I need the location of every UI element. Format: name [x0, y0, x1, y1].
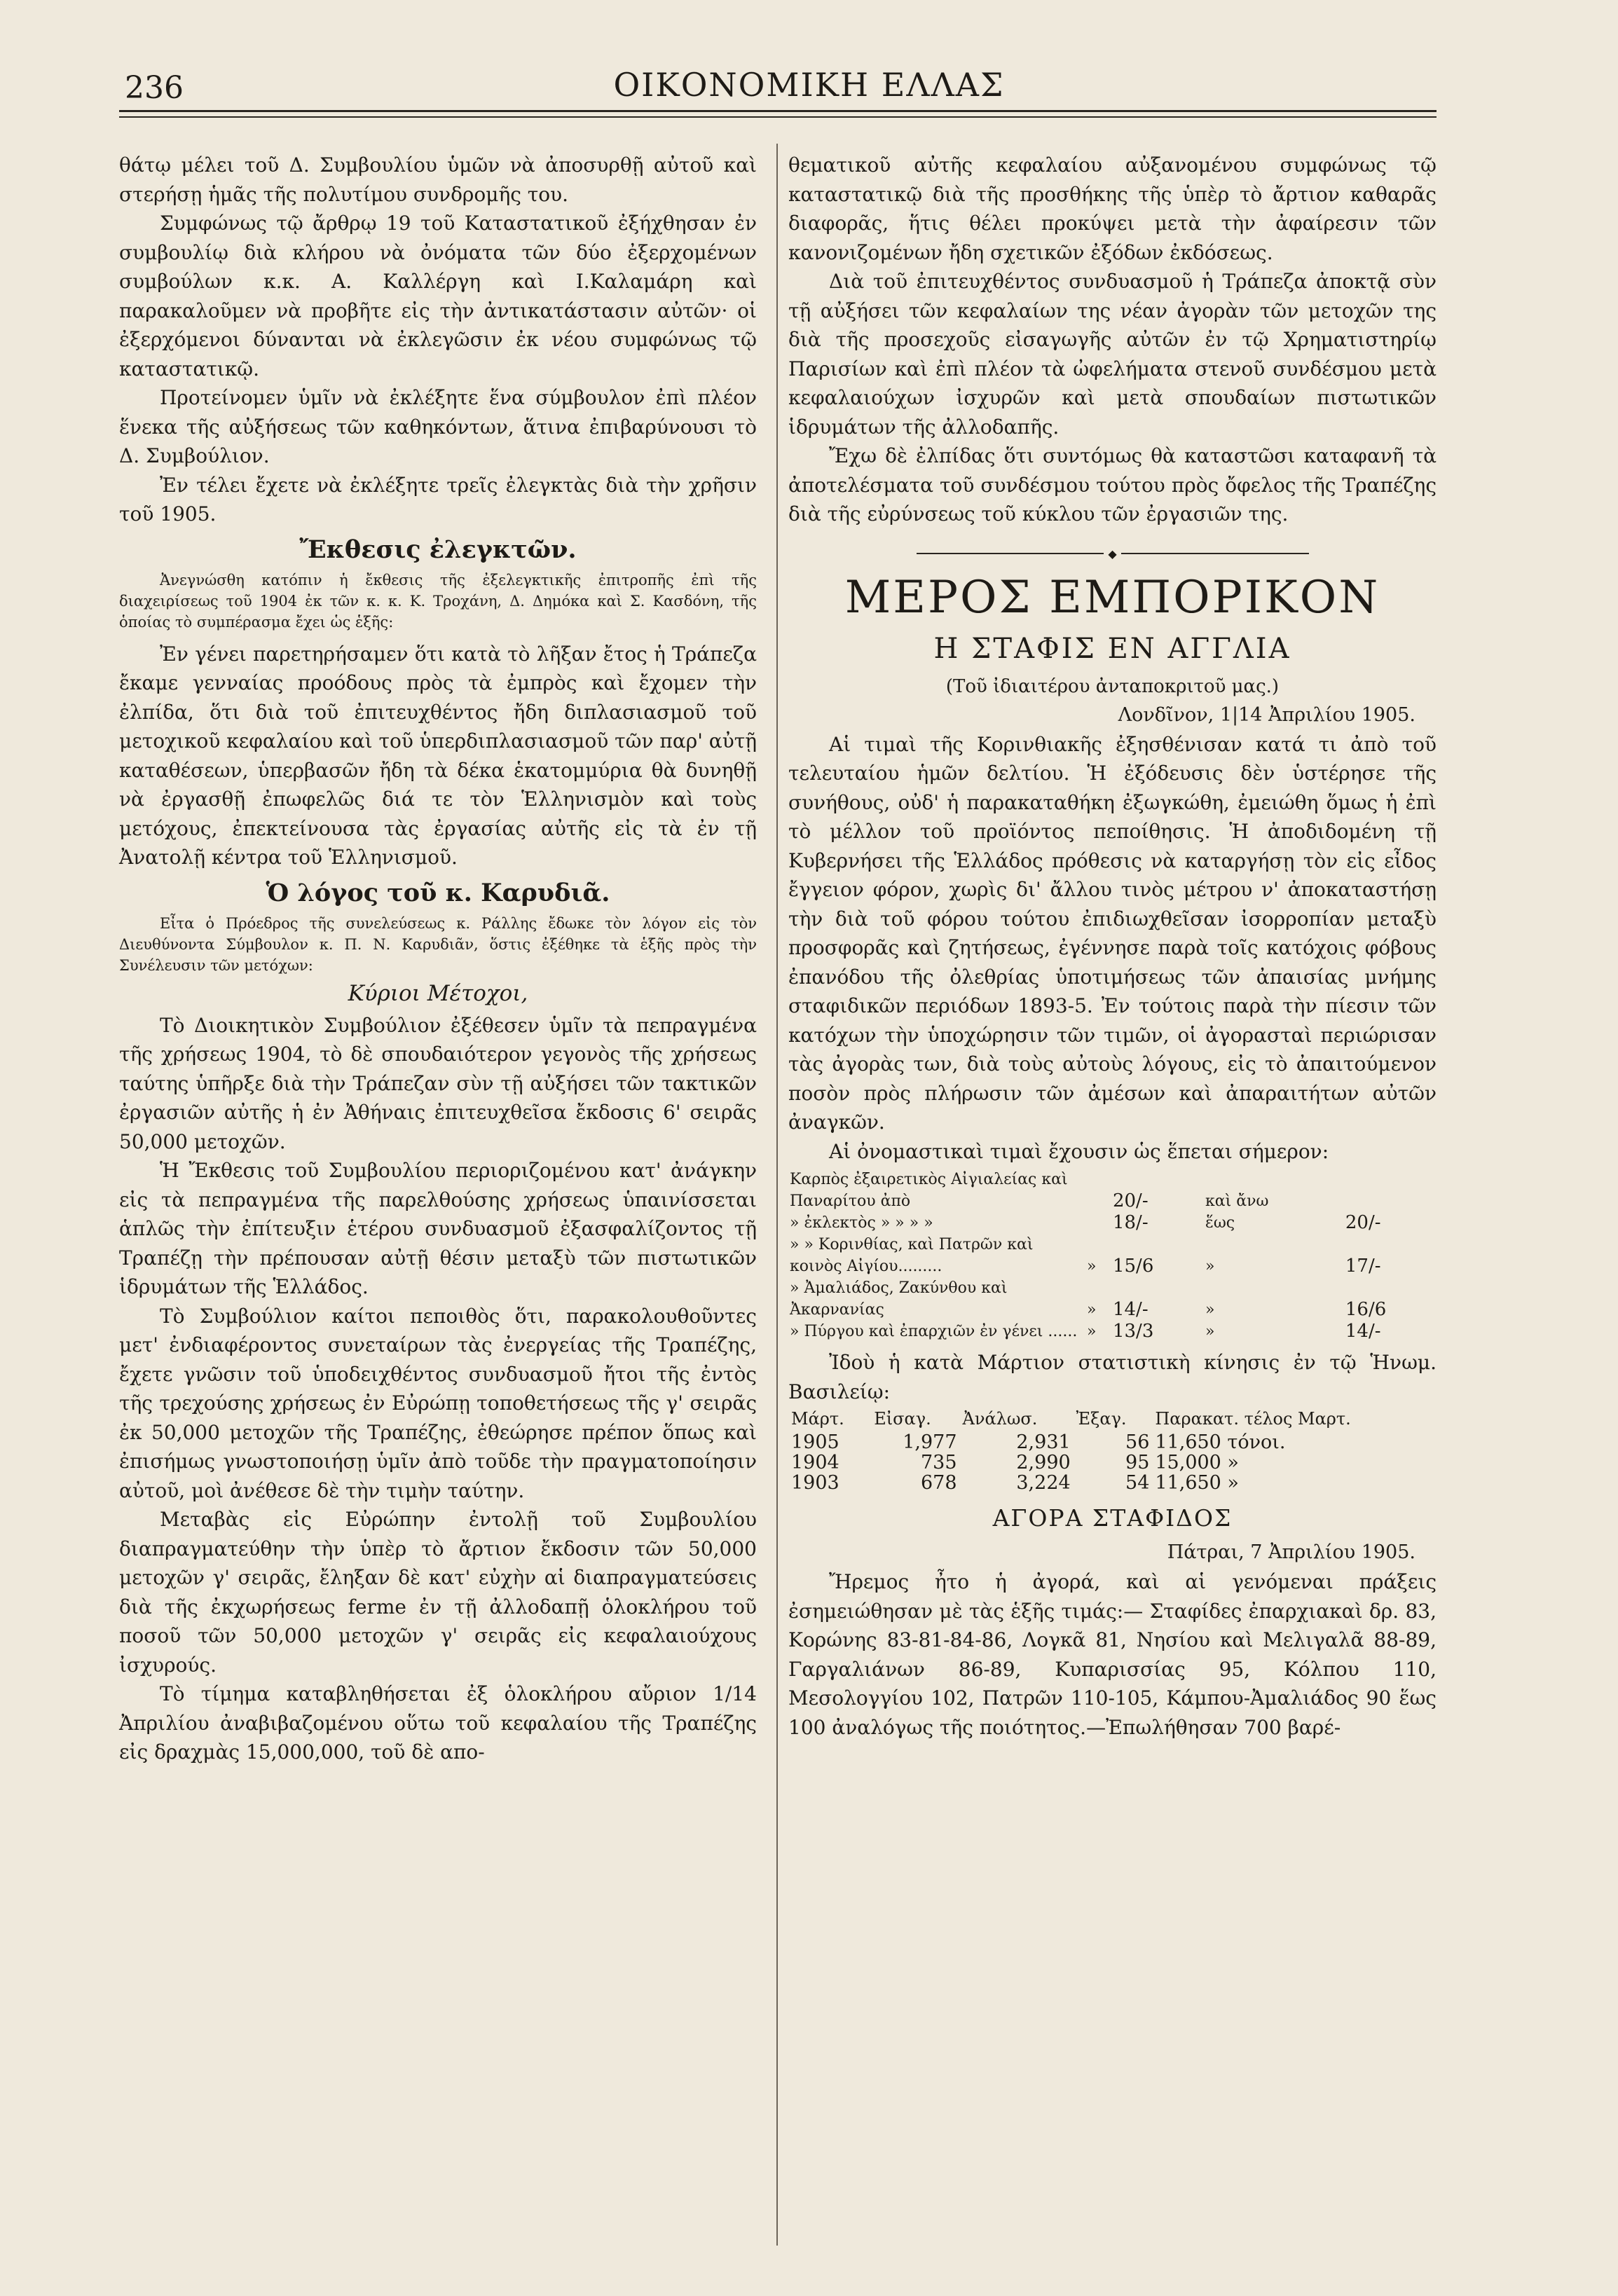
table-cell: 54: [1125, 1472, 1150, 1494]
paragraph: Τὸ Συμβούλιον καίτοι πεποιθὸς ὅτι, παρακολουθοῦντες μετ' ἐνδιαφέροντος συνεταίρων τὰς ἐνεργείας τῆς Τραπέζης, ἔχετε γνῶσιν τοῦ ὑποδειχθέντος συνδυασμοῦ ἤτοι τῆς ἐντὸς τῆς τρεχούσης χρήσεως ἐν Εὐρώπῃ τοποθετήσεως τῆς γ' σειρᾶς ἐκ 50,000 μετοχῶν τῆς Τραπέζης, ἐθεώρησε πρέπον ὅπως καὶ ἐπισήμως γνωστοποιήσῃ ὑμῖν ἀπὸ τοῦδε τὴν πραγματοποίησιν αὐτοῦ, μοὶ ἀνέθεσε δὲ τὴν τιμὴν ταύτην.: [119, 1304, 757, 1502]
page-header: [0, 0, 1618, 140]
diamond-icon: ◆: [1108, 546, 1117, 561]
price-high: 17/-: [1345, 1256, 1381, 1277]
table-cell: 95: [1125, 1452, 1150, 1473]
paragraph: Τὸ τίμημα καταβληθήσεται ἐξ ὁλοκλήρου αὔριον 1/14 Ἀπριλίου ἀναβιβαζομένου οὕτω τοῦ κεφαλαίου τῆς Τραπέζης εἰς δραχμὰς 15,000,000, τοῦ δὲ απο-: [119, 1682, 757, 1764]
table-cell: 15,000 »: [1155, 1452, 1239, 1473]
price-row: [788, 1277, 1437, 1321]
paragraph: θάτῳ μέλει τοῦ Δ. Συμβουλίου ὑμῶν νὰ ἀποσυρθῇ αὐτοῦ καὶ στερήσῃ ἡμᾶς τῆς πολυτίμου συνδρομῆς του.: [119, 153, 757, 206]
paragraph-small: Εἶτα ὁ Πρόεδρος τῆς συνελεύσεως κ. Ράλλης ἔδωκε τὸν λόγον εἰς τὸν Διευθύνοντα Σύμβουλον κ. Π. Ν. Καρυδιᾶν, ὅστις ἐξέθηκε τὰ ἑξῆς πρὸς τὴν Συνέλευσιν τῶν μετόχων:: [119, 914, 757, 974]
dateline-patras: Πάτραι, 7 Ἀπριλίου 1905.: [1167, 1541, 1415, 1563]
price-ditto: [1085, 1169, 1111, 1212]
article-title-agora: ΑΓΟΡΑ ΣΤΑΦΙΔΟΣ: [992, 1504, 1233, 1532]
paragraph: θεματικοῦ αὐτῆς κεφαλαίου αὐξανομένου συμφώνως τῷ καταστατικῷ διὰ τῆς προσθήκης τῆς ὑπὲρ τὸ ἄρτιον καθαρᾶς διαφορᾶς, ἥτις θέλει προκύψει μετὰ τὴν ἀφαίρεσιν τῶν κανονιζομένων ἤδη σχετικῶν ἐξόδων ἐκδόσεως.: [788, 153, 1437, 264]
paragraph: Ἐν τέλει ἔχετε νὰ ἐκλέξητε τρεῖς ἐλεγκτὰς διὰ τὴν χρῆσιν τοῦ 1905.: [119, 473, 757, 525]
price-row: [788, 1234, 1437, 1277]
price-connector: »: [1205, 1258, 1215, 1275]
table-cell: 2,990: [1016, 1452, 1071, 1473]
table-cell: 11,650 τόνοι.: [1155, 1431, 1286, 1453]
table-cell: 735: [920, 1452, 957, 1473]
table-row: [788, 1473, 1437, 1493]
paragraph: Συμφώνως τῷ ἄρθρῳ 19 τοῦ Καταστατικοῦ ἐξήχθησαν ἐν συμβουλίῳ διὰ κλήρου νὰ ὀνόματα τῶν δύο ἐξερχομένων συμβούλων κ.κ. Α. Καλλέργη καὶ Ι.Καλαμάρη καὶ παρακαλοῦμεν νὰ προβῆτε εἰς τὴν ἀντικατάστασιν αὐτῶν· οἱ ἐξερχόμενοι δύνανται νὰ ἐκλεγῶσιν ἐκ νέου συμφώνως τῷ καταστατικῷ.: [119, 212, 757, 380]
price-label: » Πύργου καὶ ἐπαρχιῶν ἐν γένει ......: [790, 1323, 1078, 1340]
price-row: [788, 1321, 1437, 1342]
header-rule-thin: [119, 116, 1437, 118]
price-ditto: [1085, 1212, 1111, 1234]
paragraph: Προτείνομεν ὑμῖν νὰ ἐκλέξητε ἕνα σύμβουλον ἐπὶ πλέον ἕνεκα τῆς αὐξήσεως τῶν καθηκόντων, ἅτινα ἐπιβαρύνουσι τὸ Δ. Συμβούλιον.: [119, 386, 757, 467]
paragraph: Τὸ Διοικητικὸν Συμβούλιον ἐξέθεσεν ὑμῖν τὰ πεπραγμένα τῆς χρήσεως 1904, τὸ δὲ σπουδαιότερον γεγονὸς τῆς χρήσεως ταύτης ὑπῆρξε διὰ τὴν Τράπεζαν σὺν τῇ αὐξήσει τῶν τακτικῶν ἐργασιῶν αὐτῆς ἡ ἐν Ἀθήναις ἐπιτευχθεῖσα ἔκδοσις 6' σειρᾶς 50,000 μετοχῶν.: [119, 1013, 757, 1153]
dateline: Λονδῖνον, 1|14 Ἀπριλίου 1905.: [1118, 703, 1415, 726]
column-header: Ἀνάλωσ.: [962, 1409, 1038, 1429]
price-high: 20/-: [1345, 1212, 1381, 1233]
paragraph: Αἱ ὀνομαστικαὶ τιμαὶ ἔχουσιν ὡς ἕπεται σήμερον:: [829, 1139, 1329, 1163]
journal-title: ΟΙΚΟΝΟΜΙΚΗ ΕΛΛΑΣ: [613, 66, 1005, 104]
price-label: » ἐκλεκτὸς » » » »: [790, 1214, 933, 1232]
paragraph: Διὰ τοῦ ἐπιτευχθέντος συνδυασμοῦ ἡ Τράπεζα ἀποκτᾷ σὺν τῇ αὐξήσει τῶν κεφαλαίων της νέαν ἀγορὰν τῶν μετοχῶν της διὰ τῆς προσεχοῦς εἰσαγωγῆς αὐτῶν ἐν τῷ Χρηματιστηρίῳ Παρισίων καὶ ἐπὶ πλέον τὰ ὠφελήματα στενοῦ συνδέσμου μετὰ κεφαλαιούχων ἰσχυρῶν καὶ μετὰ σπουδαίων πιστωτικῶν ἱδρυμάτων τῆς ἀλλοδαπῆς.: [788, 270, 1437, 439]
price-high: 16/6: [1345, 1299, 1387, 1320]
price-high: 14/-: [1345, 1321, 1381, 1342]
price-label: » » Κορινθίας, καὶ Πατρῶν καὶ κοινὸς Αἰγίου.........: [790, 1236, 1034, 1275]
column-header: Παρακατ. τέλος Μαρτ.: [1155, 1409, 1351, 1429]
column-divider: [776, 144, 778, 2246]
heading-ekthesis: Ἔκθεσις ἐλεγκτῶν.: [299, 535, 577, 564]
price-low: 18/-: [1112, 1212, 1149, 1233]
table-cell: 56: [1125, 1431, 1150, 1453]
paragraph: Ἡ Ἔκθεσις τοῦ Συμβουλίου περιοριζομένου κατ' ἀνάγκην εἰς τὰ πεπραγμένα τῆς παρελθούσης χρήσεως ὑπαινίσσεται ἁπλῶς τὴν ἐπίτευξιν ἑτέρου συνδυασμοῦ ἐξασφαλίζοντος τῇ Τραπέζῃ τὴν πρέπουσαν αὐτῇ θέσιν μεταξὺ τῶν πιστωτικῶν ἱδρυμάτων τῆς Ἑλλάδος.: [119, 1159, 757, 1298]
price-low: 13/3: [1112, 1321, 1154, 1342]
paragraph: Ἤρεμος ἦτο ἡ ἀγορά, καὶ αἱ γενόμεναι πράξεις ἐσημειώθησαν μὲ τὰς ἑξῆς τιμάς:— Σταφίδες ἐπαρχιακαὶ δρ. 83, Κορώνης 83-81-84-86, Λογκᾶ 81, Νησίου καὶ Μελιγαλᾶ 88-89, Γαργαλιάνων 86-89, Κυπαρισσίας 95, Κόλπου 110, Μεσολογγίου 102, Πατρῶν 110-105, Κάμπου-Ἀμαλιάδος 90 ἕως 100 ἀναλόγως τῆς ποιότητος.—Ἐπωλήθησαν 700 βαρέ-: [788, 1570, 1437, 1739]
column-header: Ἐξαγ.: [1076, 1409, 1127, 1429]
page-number: 236: [125, 70, 184, 106]
table-header-row: [788, 1409, 1437, 1432]
salutation: Κύριοι Μέτοχοι,: [348, 980, 528, 1006]
price-row: [788, 1169, 1437, 1212]
price-row: [788, 1212, 1437, 1234]
table-row: [788, 1452, 1437, 1473]
table-cell: 11,650 »: [1155, 1472, 1239, 1494]
price-connector: »: [1205, 1323, 1215, 1340]
paragraph-small: Ἀνεγνώσθη κατόπιν ἡ ἔκθεσις τῆς ἐξελεγκτικῆς ἐπιτροπῆς ἐπὶ τῆς διαχειρίσεως τοῦ 1904 ἐκ τῶν κ. κ. Κ. Τροχάνη, Δ. Δημόκα καὶ Σ. Κασδόνη, τῆς ὁποίας τὸ συμπέρασμα ἔχει ὡς ἑξῆς:: [119, 571, 757, 631]
paragraph: Ἔχω δὲ ἐλπίδας ὅτι συντόμως θὰ καταστῶσι καταφανῆ τὰ ἀποτελέσματα τοῦ συνδέσμου τούτου πρὸς ὄφελος τῆς Τραπέζης διὰ τῆς εὐρύνσεως τοῦ κύκλου τῶν ἐργασιῶν της.: [788, 444, 1437, 525]
price-connector: καὶ ἄνω: [1205, 1192, 1269, 1210]
left-column: [119, 151, 757, 1767]
price-low: 14/-: [1112, 1299, 1149, 1320]
column-header: Μάρτ.: [791, 1409, 844, 1429]
section-ornament: [917, 547, 1309, 561]
heading-logos: Ὁ λόγος τοῦ κ. Καρυδιᾶ.: [266, 878, 610, 907]
price-ditto: »: [1087, 1323, 1097, 1340]
header-rule: [119, 110, 1437, 112]
price-ditto: »: [1087, 1258, 1097, 1275]
column-header: Εἰσαγ.: [874, 1409, 931, 1429]
paragraph: Αἱ τιμαὶ τῆς Κορινθιακῆς ἐξησθένισαν κατά τι ἀπὸ τοῦ τελευταίου ἡμῶν δελτίου. Ἡ ἐξόδευσις δὲν ὑστέρησε τῆς συνήθους, οὐδ' ἡ παρακαταθήκη ἐξωγκώθη, ἐμειώθη ὅμως ἡ ἐπὶ τὸ μέλλον τοῦ προϊόντος πεποίθησις. Ἡ ἀποδιδομένη τῇ Κυβερνήσει τῆς Ἑλλάδος πρόθεσις νὰ καταργήσῃ τὸν εἰς εἶδος ἔγγειον φόρον, χωρὶς δι' ἄλλου τινὸς μέτρου ν' ἀποκαταστήσῃ τὴν διὰ τοῦ φόρου τούτου ἐπιδιωχθεῖσαν ἰσορροπίαν μεταξὺ προσφορᾶς καὶ ζητήσεως, ἐγέννησε παρὰ τοῖς κατόχοις φόβους ἐπανόδου τῆς ὀλεθρίας ὑποτιμήσεως τῶν ἀπαισίας μνήμης σταφιδικῶν περιόδων 1893-5. Ἐν τούτοις παρὰ τὴν πίεσιν τῶν κατόχων τὴν ὑποχώρησιν τῶν τιμῶν, οἱ ἀγορασταὶ περιώρισαν τὰς ἀγορὰς των, διὰ τοὺς αὐτοὺς λόγους, εἰς τὸ ἀπαιτούμενον ποσὸν πρὸς πλήρωσιν τῶν ἀμέσων καὶ ἀπαραιτήτων αὐτῶν ἀναγκῶν.: [788, 732, 1437, 1134]
table-cell: 1903: [791, 1472, 839, 1494]
price-high: [1344, 1169, 1437, 1212]
table-row: [788, 1432, 1437, 1452]
price-low: 20/-: [1112, 1190, 1149, 1211]
paragraph: Μεταβὰς εἰς Εὐρώπην ἐντολῇ τοῦ Συμβουλίου διαπραγματεύθην τὴν ὑπὲρ τὸ ἄρτιον ἔκδοσιν τῶν 50,000 μετοχῶν γ' σειρᾶς, ἔληξαν δὲ κατ' εὐχὴν αἱ διαπραγματεύσεις διὰ τῆς ἐκχωρήσεως ferme ἐν τῇ ἀλλοδαπῇ ὁλοκλήρου τοῦ ποσοῦ τῶν 50,000 μετοχῶν γ' σειρᾶς εἰς κεφαλαιούχους ἰσχυρούς.: [119, 1508, 757, 1677]
paragraph: Ἐν γένει παρετηρήσαμεν ὅτι κατὰ τὸ λῆξαν ἔτος ἡ Τράπεζα ἔκαμε γενναίας προόδους πρὸς τὰ ἐμπρὸς καὶ ἔχομεν τὴν ἐλπίδα, ὅτι διὰ τοῦ ἐπιτευχθέντος ἤδη διπλασιασμοῦ τοῦ μετοχικοῦ κεφαλαίου καὶ τοῦ ὑπερδιπλασιασμοῦ τῶν παρ' αὐτῇ καταθέσεων, ὑπερβασῶν ἤδη τὰ δέκα ἑκατομμύρια θὰ δυνηθῇ νὰ ἐργασθῇ ἐπωφελῶς διά τε τὸν Ἑλληνισμὸν καὶ τοὺς μετόχους, ἐπεκτείνουσα τὰς ἐργασίας αὐτῆς εἰς τὰ ἐν τῇ Ἀνατολῇ κέντρα τοῦ Ἑλληνισμοῦ.: [119, 642, 757, 869]
table-cell: 1905: [791, 1431, 839, 1453]
paragraph: Ἰδοὺ ἡ κατὰ Μάρτιον στατιστικὴ κίνησις ἐν τῷ Ἡνωμ. Βασιλείῳ:: [788, 1351, 1437, 1403]
price-table: [788, 1169, 1437, 1342]
table-cell: 678: [920, 1472, 957, 1494]
price-ditto: »: [1087, 1301, 1097, 1319]
price-connector: »: [1205, 1301, 1215, 1319]
statistics-table: [788, 1409, 1437, 1493]
price-label: » Ἀμαλιάδος, Ζακύνθου καὶ Ἀκαρνανίας: [790, 1279, 1008, 1319]
table-cell: 1904: [791, 1452, 839, 1473]
section-title: ΜΕΡΟΣ ΕΜΠΟΡΙΚΟΝ: [844, 571, 1380, 624]
correspondent-note: (Τοῦ ἰδιαιτέρου ἀνταποκριτοῦ μας.): [945, 675, 1280, 697]
price-low: 15/6: [1112, 1256, 1154, 1277]
price-connector: ἕως: [1205, 1214, 1235, 1232]
table-cell: 3,224: [1016, 1472, 1071, 1494]
table-cell: 1,977: [903, 1431, 957, 1453]
right-column: [788, 151, 1437, 1742]
price-label: Καρπὸς ἐξαιρετικὸς Αἰγιαλείας καὶ Παναρίτου ἀπὸ: [790, 1171, 1068, 1210]
article-title: Η ΣΤΑΦΙΣ ΕΝ ΑΓΓΛΙΑ: [933, 632, 1291, 665]
table-cell: 2,931: [1016, 1431, 1071, 1453]
